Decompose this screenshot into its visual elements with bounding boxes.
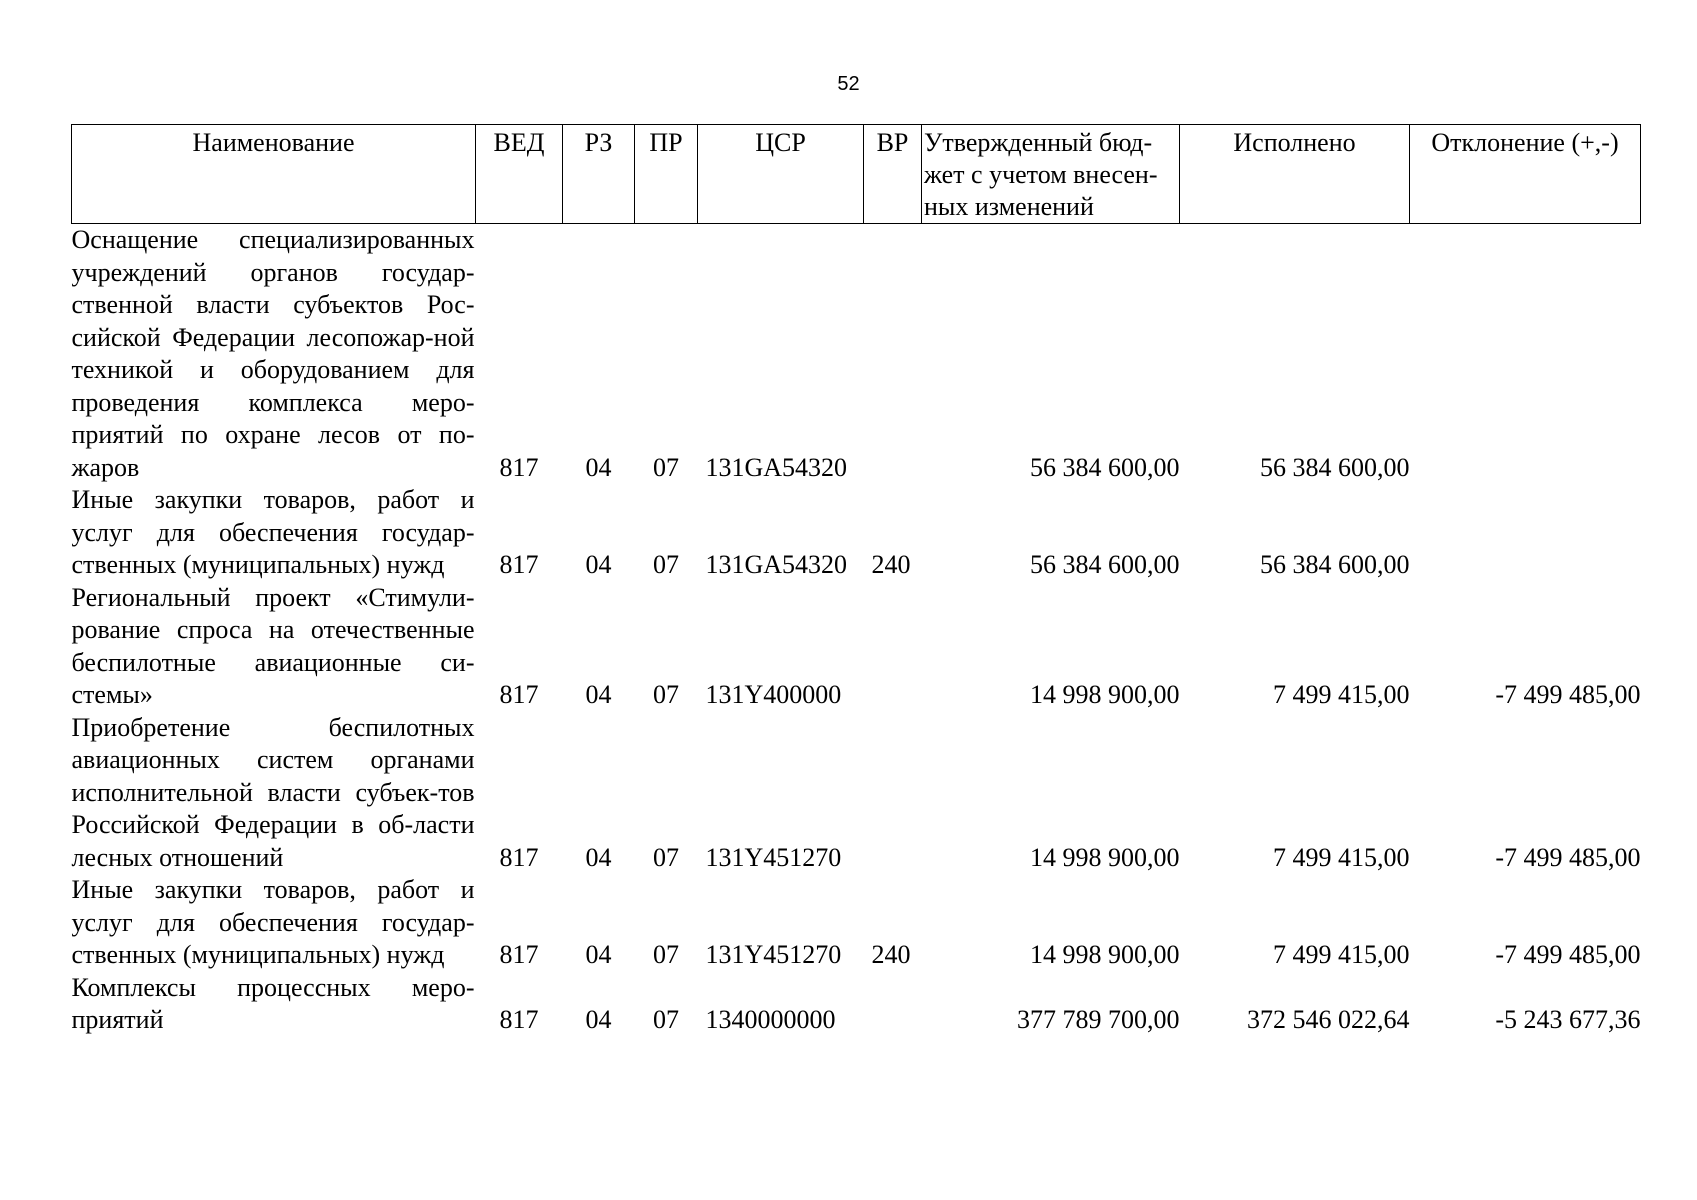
row-executed: 7 499 415,00 [1273,940,1410,969]
header-vr: ВР [864,125,922,224]
row-vr: 240 [871,940,911,969]
row-rz: 04 [585,1005,612,1034]
header-csr: ЦСР [698,125,864,224]
row-rz: 04 [585,842,612,872]
row-name: Оснащение специализированных учреждений органов государ-ственной власти субъектов Рос-сийской Федерации лесопожар-ной техникой и оборудованием для проведения комплекса меро-приятий по охране лесов от по-жаров [71,225,475,482]
row-name: Комплексы процессных меро-приятий [71,972,475,1034]
row-deviation: -7 499 485,00 [1495,842,1641,872]
row-deviation: -7 499 485,00 [1495,940,1641,969]
row-name: Иные закупки товаров, работ и услуг для обеспечения государ-ственных (муниципальных) нужд [71,485,475,579]
row-rz: 04 [585,940,612,969]
row-name: Региональный проект «Стимули-рование спроса на отечественные беспилотные авиационные си-стемы» [71,582,475,709]
row-pr: 07 [653,940,679,969]
row-deviation [1410,484,1641,582]
header-executed: Исполнено [1180,125,1410,224]
row-csr: 1340000000 [705,1005,836,1034]
table-row [72,224,1641,485]
row-ved: 817 [499,452,539,482]
row-vr [864,712,922,875]
row-ved: 817 [499,1005,539,1034]
header-rz: РЗ [563,125,635,224]
row-pr: 07 [653,842,679,872]
row-pr: 07 [653,550,679,579]
row-vr: 240 [871,550,911,579]
row-approved-budget: 377 789 700,00 [1017,1005,1180,1034]
row-executed: 56 384 600,00 [1260,550,1410,579]
row-csr: 131Y451270 [705,940,842,969]
row-approved-budget: 56 384 600,00 [1030,550,1180,579]
row-approved-budget: 56 384 600,00 [1030,452,1180,482]
row-vr [864,224,922,485]
row-deviation: -5 243 677,36 [1495,1005,1641,1034]
page-number: 52 [837,73,860,95]
table-header-row [72,125,1641,224]
row-ved: 817 [499,550,539,579]
row-pr: 07 [653,680,679,709]
row-csr: 131Y400000 [705,680,842,709]
row-pr: 07 [653,452,679,482]
row-approved-budget: 14 998 900,00 [1030,842,1180,872]
row-executed: 56 384 600,00 [1260,452,1410,482]
budget-execution-table [71,124,1641,1037]
header-ved: ВЕД [476,125,563,224]
row-csr: 131GA54320 [705,550,848,579]
row-approved-budget: 14 998 900,00 [1030,940,1180,969]
row-rz: 04 [585,452,612,482]
row-pr: 07 [653,1005,679,1034]
row-name: Приобретение беспилотных авиационных систем органами исполнительной власти субъек-тов Российской Федерации в об-ласти лесных отношений [71,712,475,872]
table-row [72,874,1641,972]
row-ved: 817 [499,680,539,709]
row-deviation [1410,224,1641,485]
row-rz: 04 [585,680,612,709]
row-vr [864,582,922,712]
row-csr: 131GA54320 [705,452,848,482]
row-deviation: -7 499 485,00 [1495,680,1641,709]
row-executed: 7 499 415,00 [1273,842,1410,872]
table-row [72,712,1641,875]
header-deviation: Отклонение (+,-) [1410,125,1641,224]
row-executed: 7 499 415,00 [1273,680,1410,709]
header-name: Наименование [72,125,476,224]
header-pr: ПР [635,125,698,224]
table-row [72,484,1641,582]
row-approved-budget: 14 998 900,00 [1030,680,1180,709]
row-vr [864,972,922,1037]
row-executed: 372 546 022,64 [1247,1005,1410,1034]
row-ved: 817 [499,842,539,872]
row-rz: 04 [585,550,612,579]
table-row [72,582,1641,712]
header-approved-budget: Утвержденный бюд- жет с учетом внесен- ных изменений [922,125,1180,224]
row-csr: 131Y451270 [705,842,842,872]
table-row [72,972,1641,1037]
row-ved: 817 [499,940,539,969]
row-name: Иные закупки товаров, работ и услуг для обеспечения государ-ственных (муниципальных) нужд [71,875,475,969]
